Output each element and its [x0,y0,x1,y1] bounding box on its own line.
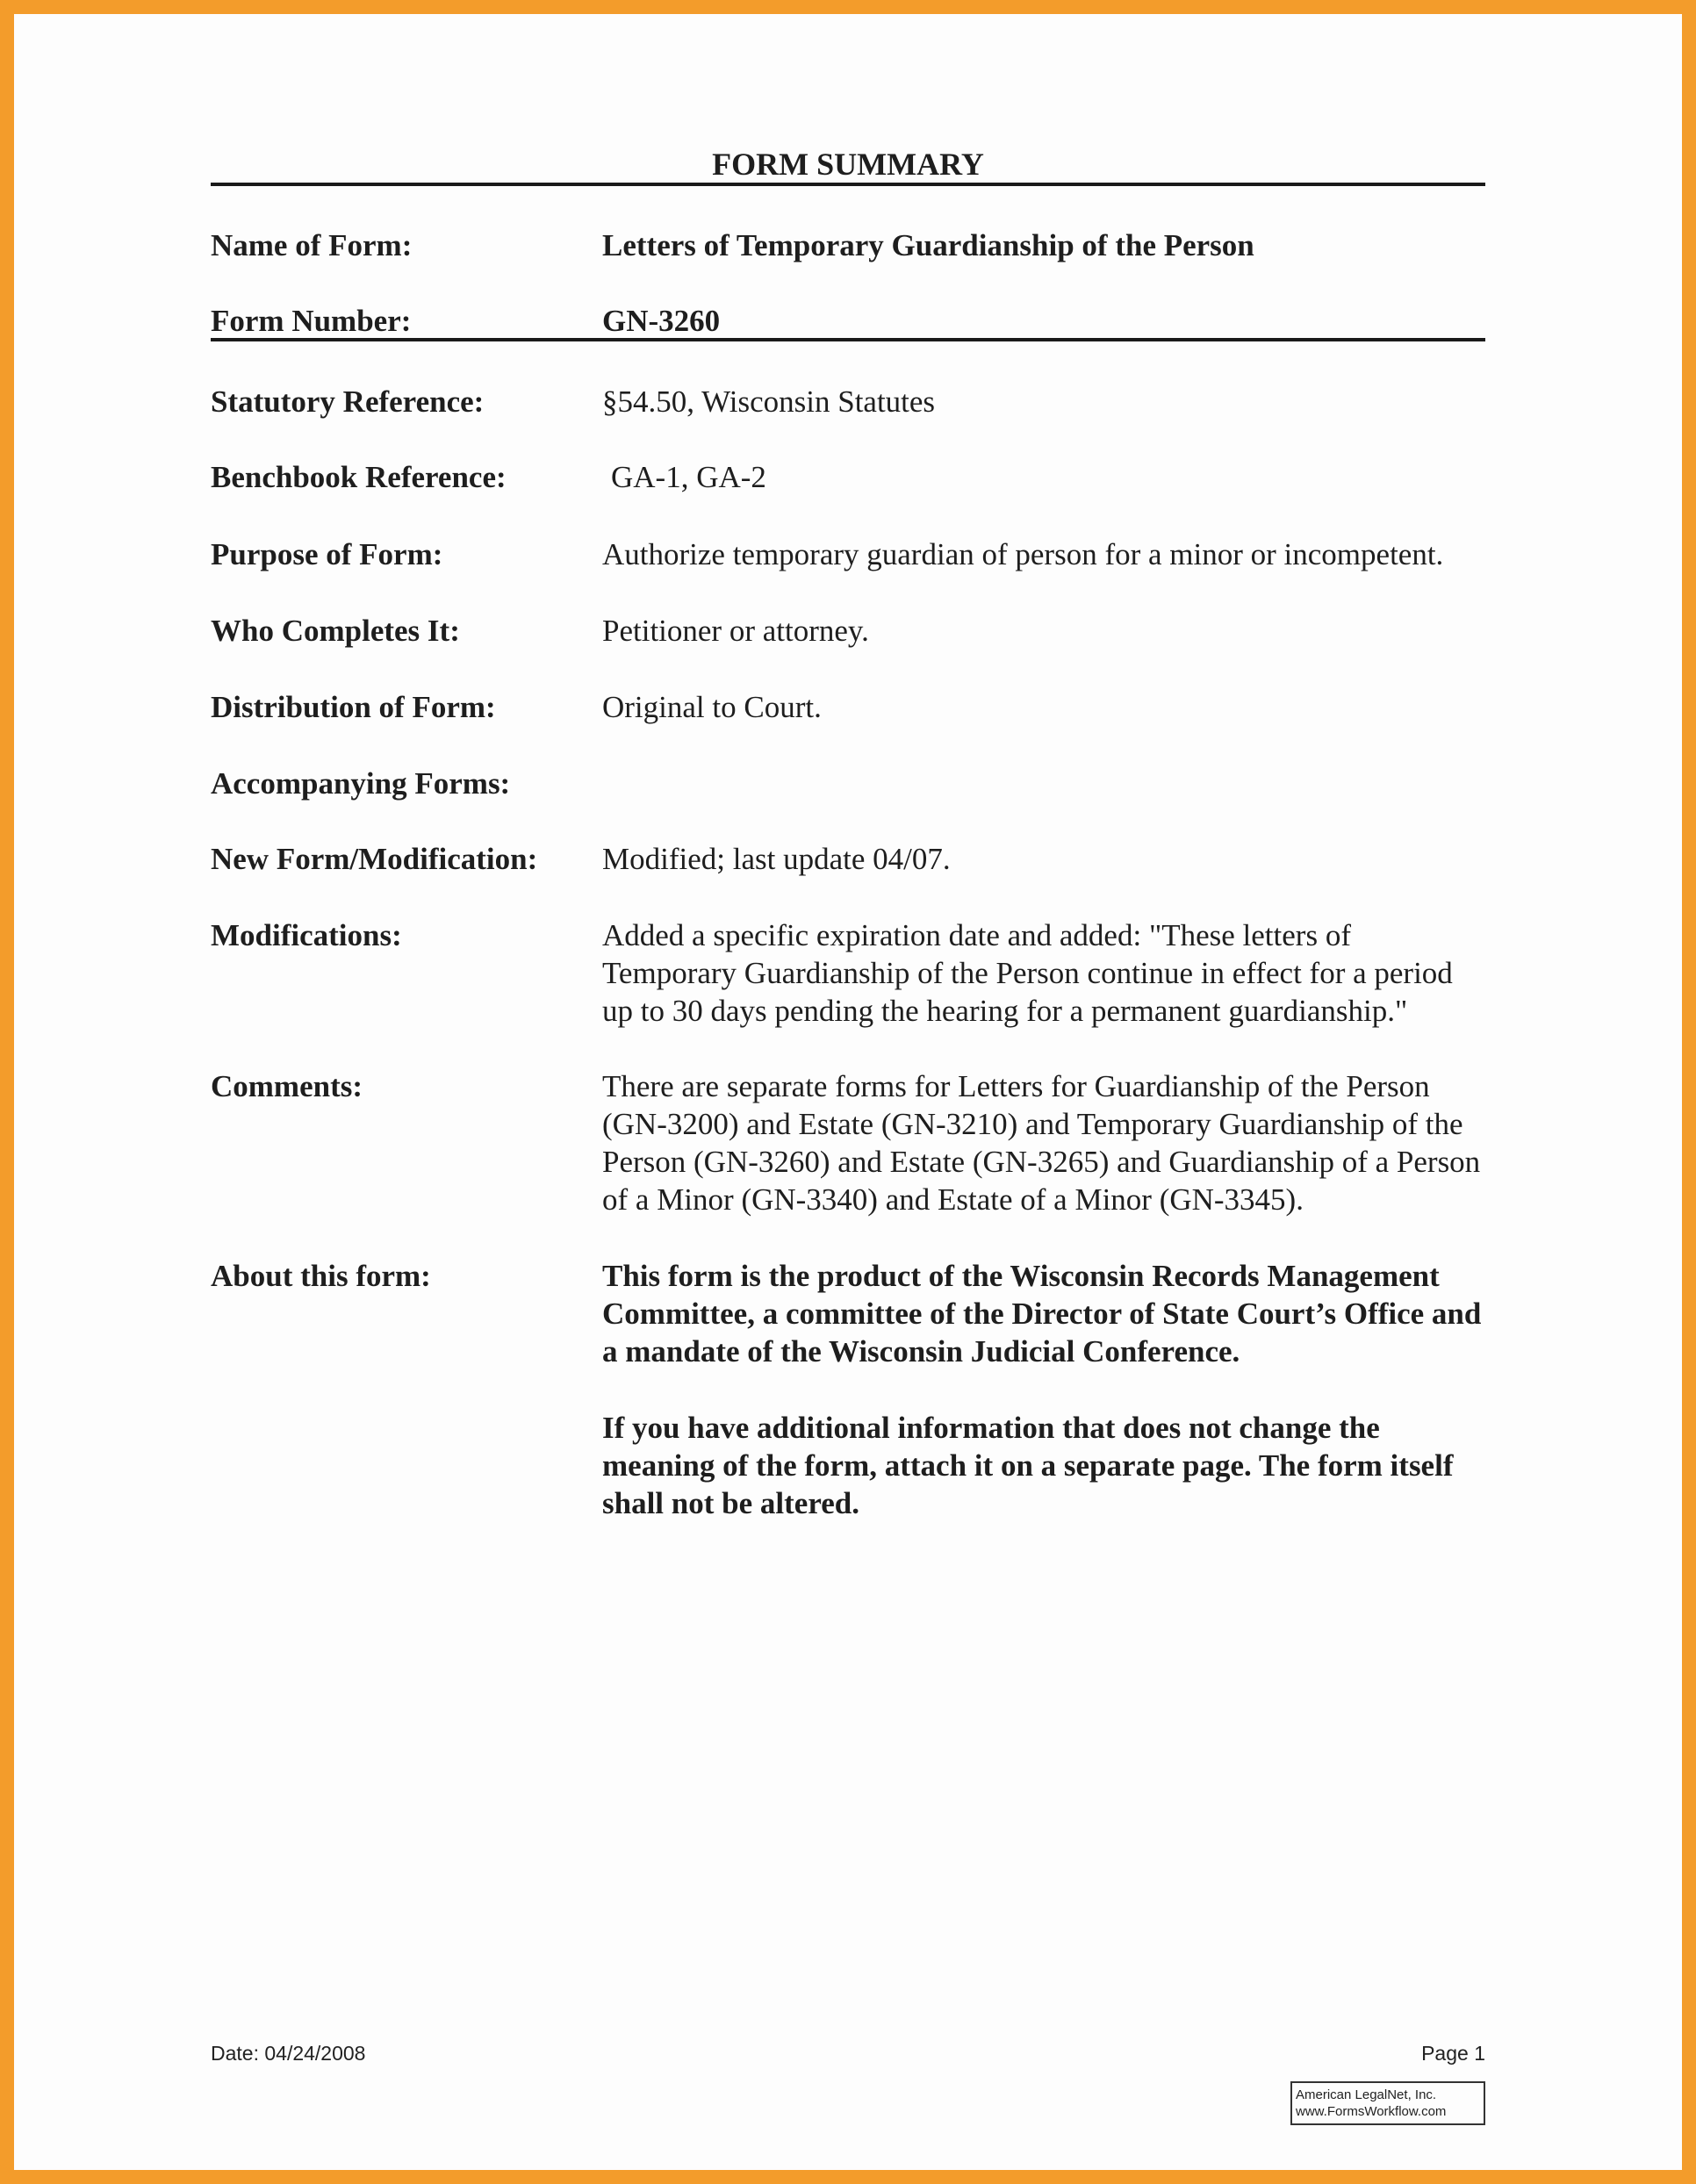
publisher-name: American LegalNet, Inc. [1296,2087,1437,2102]
footer-page-number: Page 1 [1421,2042,1485,2065]
publisher-box [1290,2081,1485,2125]
about-this-form-paragraph-1: This form is the product of the Wisconsin Records Management Committee, a committee of the Director of State Court’s Office and a mandate of the Wisconsin Judicial Conference. [602,1259,1482,1369]
about-this-form-label: About this form: [211,1259,431,1293]
form-number-value: GN-3260 [602,304,721,338]
title-rule [211,183,1485,186]
name-of-form-label: Name of Form: [211,228,413,262]
comments-label: Comments: [211,1069,363,1103]
publisher-url: www.FormsWorkflow.com [1296,2104,1447,2119]
distribution-of-form-label: Distribution of Form: [211,690,496,724]
about-this-form-paragraph-2: If you have additional information that does not change the meaning of the form, attach it on a separate page. The form itself shall not be altered. [602,1411,1454,1520]
who-completes-it-value: Petitioner or attorney. [602,614,869,648]
accompanying-forms-label: Accompanying Forms: [211,766,511,801]
new-form-modification-label: New Form/Modification: [211,842,538,876]
benchbook-reference-value: GA-1, GA-2 [611,460,766,494]
form-number-rule [211,338,1485,341]
who-completes-it-label: Who Completes It: [211,614,460,648]
purpose-of-form-value: Authorize temporary guardian of person for a minor or incompetent. [602,537,1444,571]
modifications-label: Modifications: [211,918,402,952]
modifications-value: Added a specific expiration date and added: "These letters of Temporary Guardianship of the Person continue in effect for a period up to 30 days pending the hearing for a permanent guardianship." [602,918,1453,1028]
benchbook-reference-label: Benchbook Reference: [211,460,507,494]
page-title: FORM SUMMARY [712,147,984,182]
statutory-reference-value: §54.50, Wisconsin Statutes [602,384,936,419]
purpose-of-form-label: Purpose of Form: [211,537,443,571]
statutory-reference-label: Statutory Reference: [211,384,485,419]
form-number-label: Form Number: [211,304,412,338]
new-form-modification-value: Modified; last update 04/07. [602,842,951,876]
comments-value: There are separate forms for Letters for Guardianship of the Person (GN-3200) and Estate (GN-3210) and Temporary Guardianship of the Person (GN-3260) and Estate (GN-3265) and Guardianship of a Person of a Minor (GN-3340) and Estate of a Minor (GN-3345). [602,1069,1481,1217]
name-of-form-value: Letters of Temporary Guardianship of the Person [602,228,1254,262]
distribution-of-form-value: Original to Court. [602,690,822,724]
footer-date: Date: 04/24/2008 [211,2042,366,2065]
